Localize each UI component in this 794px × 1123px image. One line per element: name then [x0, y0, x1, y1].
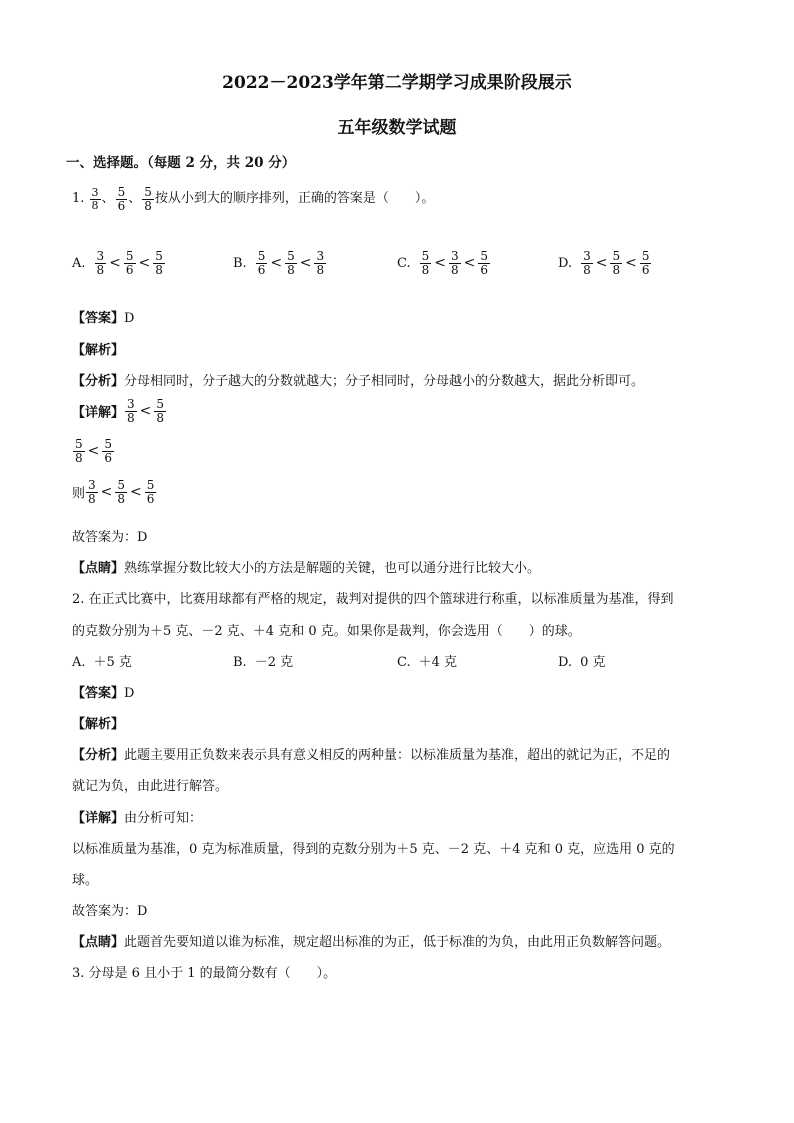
- conclusion: 故答案为：D: [72, 530, 148, 545]
- section-heading: 一、选择题。（每题 2 分，共 20 分）: [66, 155, 296, 171]
- question-3-stem: 3. 分母是 6 且小于 1 的最简分数有（ ）。: [72, 966, 337, 981]
- option-d: D. $\frac{3}{8}$ < $\frac{5}{8}$ < $\frac{5}{6}$: [558, 249, 650, 277]
- analysis-heading: 【解析】: [72, 343, 125, 358]
- detail-step-1: 【详解】 $\frac{3}{8}$ < $\frac{5}{8}$: [72, 397, 165, 425]
- answer-line: 【答案】D: [72, 311, 135, 326]
- detail-text-cont: 球。: [72, 873, 99, 888]
- tip-line: 【点睛】熟练掌握分数比较大小的方法是解题的关键，也可以通分进行比较大小。: [72, 561, 541, 576]
- analysis-text: 【分析】此题主要用正负数来表示具有意义相反的两种量：以标准质量为基准，超出的就记为正，不足的: [72, 748, 671, 763]
- analysis-text-cont: 就记为负，由此进行解答。: [72, 779, 229, 794]
- option-b: B. －2 克: [233, 655, 294, 670]
- question-1-stem: 1. $\frac{3}{8}$ 、 $\frac{5}{6}$ 、 $\frac{5}{8}$ 按从小到大的顺序排列，正确的答案是（ ）。: [72, 185, 435, 213]
- option-c: C. $\frac{5}{8}$ < $\frac{3}{8}$ < $\frac{5}{6}$: [397, 249, 489, 277]
- detail-step-3: 则 $\frac{3}{8}$ < $\frac{5}{8}$ < $\frac{5}{6}$: [72, 478, 155, 506]
- analysis-heading: 【解析】: [72, 717, 125, 732]
- fraction: $\frac{3}{8}$: [91, 186, 99, 212]
- analysis-text: 【分析】分母相同时，分子越大的分数就越大；分子相同时，分母越小的分数越大，据此分析即可。: [72, 374, 645, 389]
- question-2-line-1: 2. 在正式比赛中，比赛用球都有严格的规定，裁判对提供的四个篮球进行称重，以标准质量为基准，得到: [72, 592, 674, 607]
- answer-line: 【答案】D: [72, 686, 135, 701]
- detail-step-2: $\frac{5}{8}$ < $\frac{5}{6}$: [75, 437, 113, 465]
- detail-heading: 【详解】由分析可知：: [72, 811, 203, 826]
- option-a: A. ＋5 克: [72, 655, 132, 670]
- page-subtitle: 五年级数学试题: [337, 118, 457, 138]
- detail-text: 以标准质量为基准，0 克为标准质量，得到的克数分别为＋5 克、－2 克、＋4 克和 0 克，应选用 0 克的: [72, 842, 675, 857]
- conclusion: 故答案为：D: [72, 904, 148, 919]
- option-a: A. $\frac{3}{8}$ < $\frac{5}{6}$ < $\frac{5}{8}$: [72, 249, 163, 277]
- tip-line: 【点睛】此题首先要知道以谁为标准，规定超出标准的为正，低于标准的为负，由此用正负数解答问题。: [72, 935, 671, 950]
- fraction: $\frac{5}{6}$: [117, 185, 126, 213]
- option-b: B. $\frac{5}{6}$ < $\frac{5}{8}$ < $\frac{3}{8}$: [233, 249, 325, 277]
- option-d: D. 0 克: [558, 655, 606, 670]
- question-number: 1.: [72, 191, 85, 206]
- question-text: 按从小到大的顺序排列，正确的答案是（ ）。: [154, 191, 435, 206]
- fraction: $\frac{5}{8}$: [144, 185, 152, 213]
- option-c: C. ＋4 克: [397, 655, 458, 670]
- question-2-line-2: 的克数分别为＋5 克、－2 克、＋4 克和 0 克。如果你是裁判，你会选用（ ）的球。: [72, 624, 581, 639]
- page-title: 2022－2023学年第二学期学习成果阶段展示: [222, 73, 572, 93]
